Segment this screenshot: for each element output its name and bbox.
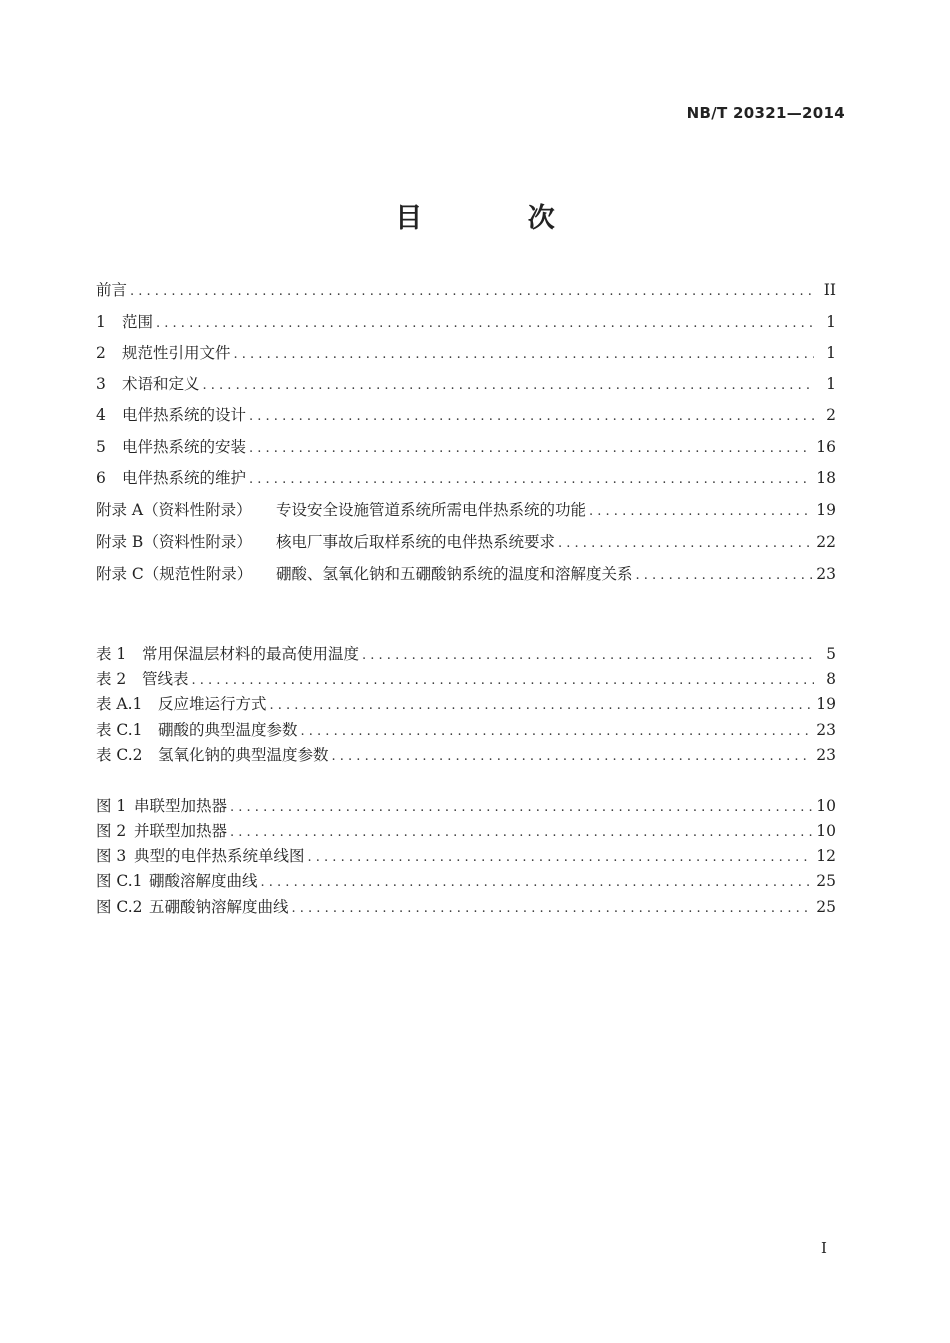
toc-entry-page: 16 xyxy=(816,438,836,456)
toc-entry-number: 5 xyxy=(96,438,106,456)
toc-entry-appendix-b[interactable] xyxy=(96,532,836,554)
figure-entry-page: 25 xyxy=(816,872,836,890)
figure-list-entry[interactable] xyxy=(96,796,836,818)
table-list-entry[interactable] xyxy=(96,745,836,767)
leader-dots xyxy=(156,314,814,334)
figure-list-entry[interactable] xyxy=(96,897,836,919)
table-entry-label: 常用保温层材料的最高使用温度 xyxy=(142,645,360,663)
figure-entry-label: 并联型加热器 xyxy=(134,822,228,840)
toc-entry-number: 附录 C（规范性附录） xyxy=(96,565,253,583)
toc-entry-scope[interactable] xyxy=(96,312,836,334)
table-entry-number: 表 A.1 xyxy=(96,695,143,713)
table-entry-number: 表 1 xyxy=(96,645,127,663)
figure-list-entry[interactable] xyxy=(96,871,836,893)
table-entry-page: 5 xyxy=(826,645,836,663)
toc-entry-page: 1 xyxy=(826,313,836,331)
toc-entry-page: 18 xyxy=(816,469,836,487)
figure-entry-page: 12 xyxy=(816,847,836,865)
figure-list-entry[interactable] xyxy=(96,821,836,843)
table-entry-label: 管线表 xyxy=(142,670,189,688)
table-entry-page: 23 xyxy=(816,721,836,739)
leader-dots xyxy=(308,848,813,868)
table-entry-label: 反应堆运行方式 xyxy=(158,695,267,713)
table-entry-number: 表 C.1 xyxy=(96,721,143,739)
figure-entry-label: 典型的电伴热系统单线图 xyxy=(134,847,305,865)
leader-dots xyxy=(270,696,813,716)
table-entry-number: 表 2 xyxy=(96,670,127,688)
leader-dots xyxy=(261,873,813,893)
leader-dots xyxy=(249,439,812,459)
table-list-entry[interactable] xyxy=(96,644,836,666)
toc-entry-page: 1 xyxy=(826,375,836,393)
leader-dots xyxy=(332,747,813,767)
figure-entry-number: 图 1 xyxy=(96,797,127,815)
leader-dots xyxy=(130,282,814,302)
toc-entry-number: 6 xyxy=(96,469,106,487)
figure-entry-label: 五硼酸钠溶解度曲线 xyxy=(149,898,289,916)
toc-entry-installation[interactable] xyxy=(96,437,836,459)
toc-entry-label: 术语和定义 xyxy=(122,375,200,393)
toc-entry-label: 电伴热系统的维护 xyxy=(122,469,247,487)
toc-entry-foreword[interactable] xyxy=(96,280,836,302)
table-list-entry[interactable] xyxy=(96,694,836,716)
leader-dots xyxy=(362,646,814,666)
toc-entry-number: 3 xyxy=(96,375,106,393)
toc-entry-label: 核电厂事故后取样系统的电伴热系统要求 xyxy=(276,533,556,551)
toc-entry-number: 附录 A（资料性附录） xyxy=(96,501,252,519)
toc-entry-appendix-c[interactable] xyxy=(96,564,836,586)
toc-entry-label: 电伴热系统的安装 xyxy=(122,438,247,456)
leader-dots xyxy=(292,899,813,919)
toc-entry-design[interactable] xyxy=(96,405,836,427)
table-entry-page: 8 xyxy=(826,670,836,688)
table-entry-label: 氢氧化钠的典型温度参数 xyxy=(158,746,329,764)
leader-dots xyxy=(192,671,814,691)
toc-entry-label: 硼酸、氢氧化钠和五硼酸钠系统的温度和溶解度关系 xyxy=(276,565,633,583)
leader-dots xyxy=(636,566,813,586)
figure-entry-page: 25 xyxy=(816,898,836,916)
leader-dots xyxy=(301,722,813,742)
toc-entry-number: 2 xyxy=(96,344,106,362)
leader-dots xyxy=(230,798,812,818)
leader-dots xyxy=(203,376,814,396)
toc-entry-page: 1 xyxy=(826,344,836,362)
figure-entry-page: 10 xyxy=(816,822,836,840)
table-entry-label: 硼酸的典型温度参数 xyxy=(158,721,298,739)
figure-entry-label: 串联型加热器 xyxy=(134,797,228,815)
toc-entry-number: 4 xyxy=(96,406,106,424)
page-number: I xyxy=(821,1239,827,1257)
figure-entry-number: 图 C.2 xyxy=(96,898,143,916)
toc-entry-terms[interactable] xyxy=(96,374,836,396)
toc-title: 目 次 xyxy=(395,203,603,234)
leader-dots xyxy=(558,534,812,554)
toc-entry-label: 专设安全设施管道系统所需电伴热系统的功能 xyxy=(276,501,587,519)
leader-dots xyxy=(230,823,812,843)
figure-entry-number: 图 3 xyxy=(96,847,127,865)
document-code: NB/T 20321—2014 xyxy=(686,104,845,122)
leader-dots xyxy=(249,407,814,427)
toc-entry-label: 范围 xyxy=(122,313,154,331)
toc-entry-appendix-a[interactable] xyxy=(96,500,836,522)
toc-entry-page: 19 xyxy=(816,501,836,519)
toc-entry-page: 23 xyxy=(816,565,836,583)
leader-dots xyxy=(249,470,812,490)
leader-dots xyxy=(234,345,814,365)
toc-entry-label: 规范性引用文件 xyxy=(122,344,231,362)
table-list-entry[interactable] xyxy=(96,720,836,742)
toc-entry-label: 电伴热系统的设计 xyxy=(122,406,247,424)
figure-entry-number: 图 C.1 xyxy=(96,872,143,890)
leader-dots xyxy=(589,502,812,522)
table-entry-page: 19 xyxy=(816,695,836,713)
toc-entry-number: 附录 B（资料性附录） xyxy=(96,533,252,551)
toc-entry-label: 前言 xyxy=(96,281,128,299)
figure-entry-label: 硼酸溶解度曲线 xyxy=(149,872,258,890)
toc-entry-normative-references[interactable] xyxy=(96,343,836,365)
table-entry-page: 23 xyxy=(816,746,836,764)
toc-entry-number: 1 xyxy=(96,313,106,331)
figure-entry-number: 图 2 xyxy=(96,822,127,840)
table-entry-number: 表 C.2 xyxy=(96,746,143,764)
toc-entry-page: 2 xyxy=(826,406,836,424)
table-list-entry[interactable] xyxy=(96,669,836,691)
figure-entry-page: 10 xyxy=(816,797,836,815)
figure-list-entry[interactable] xyxy=(96,846,836,868)
toc-entry-page: II xyxy=(823,281,836,299)
toc-entry-maintenance[interactable] xyxy=(96,468,836,490)
toc-entry-page: 22 xyxy=(816,533,836,551)
